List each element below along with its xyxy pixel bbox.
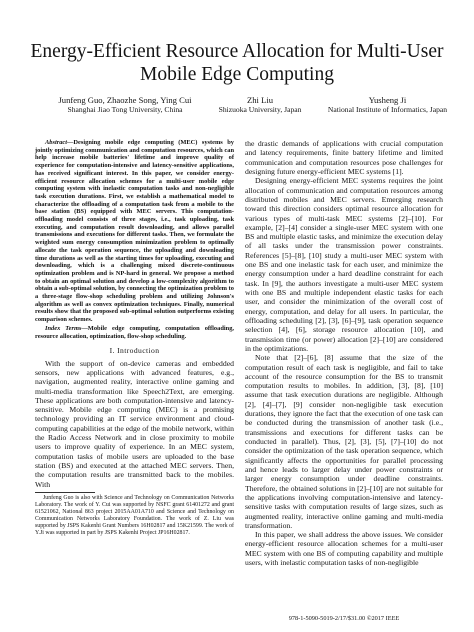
footnote: Junfeng Guo is also with Science and Technology on Communication Networks Laboratory. The work of Y. Cui was supported by NSFC grant 61401272 and grant 61521062, National 863 project 2015AA01A710 and Science and Technology on Communication Networks Laboratory Foundation. The work of Z. Liu was supported by JSPS Kakenhi Grant Numbers 16H02817 and 15K21599. The work of Y.Ji was supported in part by JSPS Kakenhi Project JP16H02817. xyxy=(35,494,234,536)
footnote-rule xyxy=(35,492,95,493)
body-paragraph: the drastic demands of applications with crucial computation and latency requirements, finite battery lifetime and limited communication and computation resources pose challenges for designing future energy-efficient MEC systems [1]. xyxy=(245,139,443,176)
author-affiliation: Shizuoka University, Japan xyxy=(218,105,302,115)
author-names: Yusheng Ji xyxy=(368,95,407,105)
paper-title: Energy-Efficient Resource Allocation for Multi-User Mobile Edge Computing xyxy=(30,41,444,85)
section-heading: I. Introduction xyxy=(109,346,160,356)
intro-paragraph: With the support of on-device cameras and embedded sensors, new applications with advanced features, e.g., navigation, augmented reality, interactive online gaming and multi-media transformation like Speech2Text, are emerging. These applications are both computation-intensive and latency-sensitive. Mobile edge computing (MEC) is a promising technology providing an IT service environment and cloud-computing capabilities at the edge of the mobile network, within the Radio Access Network and in close proximity to mobile users to improve quality of experience. In an MEC system, computation tasks of mobile users are uploaded to the base station (BS) and executed at the attached MEC servers. Then, the computation results are transmitted back to the mobiles. With xyxy=(35,358,234,489)
index-terms-label: Index Terms xyxy=(45,324,82,332)
author-names: Junfeng Guo, Zhaozhe Song, Ying Cui xyxy=(58,95,192,105)
author-affiliation: National Institute of Informatics, Japan xyxy=(327,105,448,115)
author-block-1 xyxy=(30,95,220,115)
abstract-text: —Designing mobile edge computing (MEC) systems by jointly optimizing communication and computation resources, which can help increase mobile batteries' lifetime and improve quality of experience for computation-intensive and latency-sensitive applications, has received significant interest. In this paper, we consider energy-efficient resource allocation schemes for a multi-user mobile edge computing system with inelastic computation tasks and non-negligible task execution durations. First, we establish a mathematical model to characterize the offloading of a computation task from a mobile to the base station (BS) equipped with MEC servers. This computation-offloading model consists of three stages, i.e., task uploading, task executing, and computation result downloading, and allows parallel transmissions and executions for different tasks. Then, we formulate the weighted sum energy consumption minimization problem to optimally allocate the task operation sequence, the uploading and downloading time durations as well as the starting times for uploading, executing and downloading, which is a challenging mixed discrete-continuous optimization problem and is NP-hard in general. We propose a method to obtain an optimal solution and develop a low-complexity algorithm to obtain a sub-optimal solution, by connecting the optimization problem to a three-stage flow-shop scheduling problem and utilizing Johnson's algorithm as well as convex optimization techniques. Finally, numerical results show that the proposed sub-optimal solution outperforms existing comparison schemes. xyxy=(35,139,234,324)
body-paragraph: In this paper, we shall address the above issues. We consider energy-efficient resource allocation schemes for a multi-user MEC system with one BS of computing capability and multiple users, with inelastic computation tasks of non-negligible xyxy=(245,530,443,568)
left-column xyxy=(35,139,234,536)
author-names: Zhi Liu xyxy=(246,95,274,105)
abstract-label: Abstract xyxy=(45,139,68,146)
body-paragraph: Note that [2]–[6], [8] assume that the size of the computation result of each task is negligible, and fail to take account of the resource consumption for the BS to transmit computation results to mobiles. In addition, [3], [8], [10] assume that task execution durations are negligible. Although [2], [4]–[7], [9] consider non-negligible task execution durations, they ignore the fact that the execution of one task can be conducted during the transmission of another task (i.e., transmissions and executions for different tasks can be conducted in parallel). Thus, [2], [3], [5], [7]–[10] do not consider the optimization of the task operation sequence, which significantly affects the opportunities for parallel processing and hence leads to larger delay under power constraints or larger energy consumption under deadline constraints. Therefore, the obtained solutions in [2]–[10] are not suitable for the applications involving computation-intensive and latency-sensitive tasks with computation results of large sizes, such as augmented reality, interactive online gaming and multi-media transformation. xyxy=(245,353,443,530)
author-block-2 xyxy=(200,95,320,115)
body-paragraph: Designing energy-efficient MEC systems requires the joint allocation of communication and computation resources among distributed mobiles and MEC servers. Emerging research toward this direction considers optimal resource allocation for various types of multi-task MEC systems [2]–[10]. For example, [2]–[4] consider a single-user MEC system with one BS and multiple elastic tasks, and minimize the execution delay of all tasks under the transmission power constraints. References [5]–[8], [10] study a multi-user MEC system with one BS and one inelastic task for each user, and minimize the energy consumption under a hard deadline constraint for each task. In [9], the authors investigate a multi-user MEC system with one BS and multiple independent elastic tasks for each user, and consider the minimization of the overall cost of energy, computation, and delay for all users. In particular, the offloading scheduling [2], [3], [6]–[9], task operation sequence selection [4], [6], storage resource allocation [10], and transmission time (or power) allocation [2]–[10] are considered in the optimizations. xyxy=(245,176,443,353)
right-column xyxy=(245,139,443,567)
copyright-notice: 978-1-5090-5019-2/17/$31.00 ©2017 IEEE xyxy=(288,615,400,622)
author-block-3 xyxy=(315,95,460,115)
index-terms xyxy=(35,325,234,340)
author-affiliation: Shanghai Jiao Tong University, China xyxy=(67,105,183,115)
abstract xyxy=(35,139,234,324)
index-terms-text: —Mobile edge computing, computation offloading, resource allocation, optimization, flow-shop scheduling. xyxy=(35,324,234,340)
